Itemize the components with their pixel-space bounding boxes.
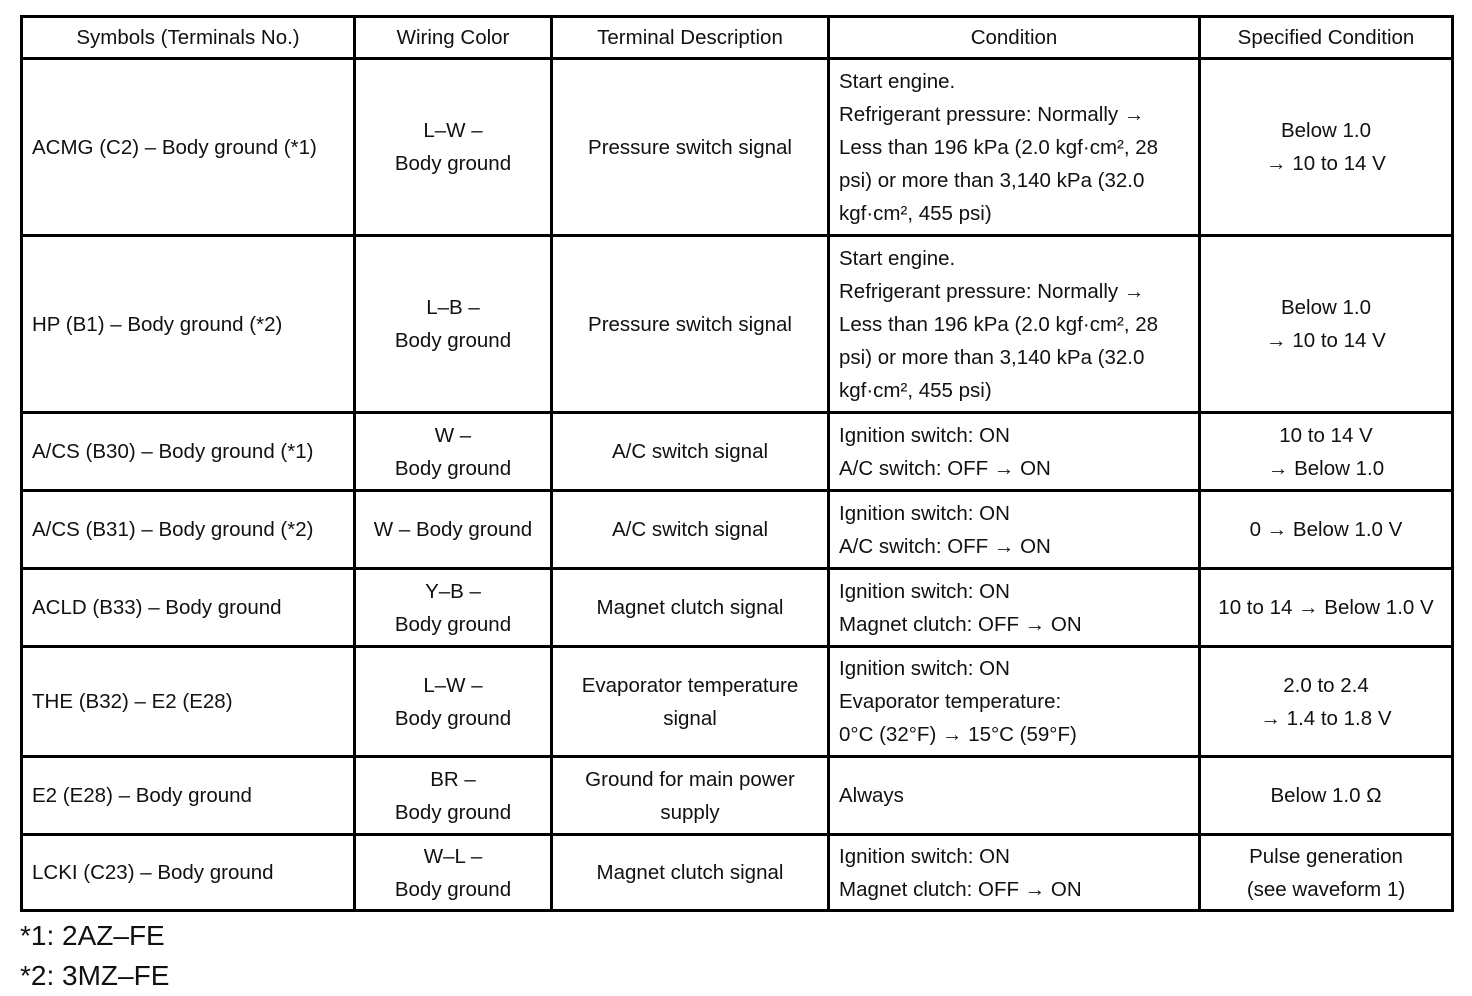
description-cell: Magnet clutch signal: [552, 569, 829, 647]
condition-cell: [829, 236, 1200, 413]
description-text: Ground for main power supply: [585, 767, 795, 824]
wiring-line: Body ground: [394, 612, 512, 636]
condition-line: Start engine.: [839, 246, 956, 270]
specified-line: 10 to 14 V: [1279, 423, 1373, 447]
symbol-cell: LCKI (C23) – Body ground: [22, 835, 355, 911]
condition-cell: [829, 59, 1200, 236]
specified-line: → 10 to 14 V: [1266, 329, 1386, 352]
wiring-line: Body ground: [394, 800, 512, 824]
table-row: [22, 757, 1453, 835]
terminal-table-container: [20, 15, 1454, 912]
condition-line: kgf·cm², 455 psi): [839, 201, 992, 225]
specified-cell: [1200, 413, 1453, 491]
wiring-line: Body ground: [394, 152, 512, 175]
condition-line: psi) or more than 3,140 kPa (32.0: [839, 168, 1145, 192]
wiring-line: W–L –: [423, 844, 483, 868]
table-row: [22, 835, 1453, 911]
wiring-line: Body ground: [394, 329, 512, 352]
specified-cell: [1200, 491, 1453, 569]
condition-line: Magnet clutch: OFF → ON: [839, 612, 1082, 636]
table-row: [22, 236, 1453, 413]
specified-line: → 10 to 14 V: [1266, 152, 1386, 175]
header-symbols: Symbols (Terminals No.): [22, 17, 355, 59]
table-row: [22, 491, 1453, 569]
condition-line: Ignition switch: ON: [839, 844, 1010, 868]
condition-cell: [829, 647, 1200, 757]
wiring-cell: [355, 413, 552, 491]
symbol-cell: E2 (E28) – Body ground: [22, 757, 355, 835]
condition-cell: [829, 413, 1200, 491]
specified-cell: [1200, 59, 1453, 236]
wiring-cell: [355, 59, 552, 236]
specified-line: 0 → Below 1.0 V: [1249, 518, 1403, 541]
terminal-table: [20, 15, 1454, 912]
wiring-cell: [355, 647, 552, 757]
specified-line: Pulse generation: [1249, 844, 1403, 868]
wiring-line: Body ground: [394, 706, 512, 730]
wiring-line: W –: [434, 423, 472, 447]
condition-line: Refrigerant pressure: Normally →: [839, 279, 1145, 303]
condition-line: Refrigerant pressure: Normally →: [839, 102, 1145, 126]
wiring-line: L–B –: [426, 296, 480, 319]
header-specified-condition: Specified Condition: [1200, 17, 1453, 59]
condition-line: kgf·cm², 455 psi): [839, 378, 992, 402]
condition-line: Evaporator temperature:: [839, 690, 1062, 713]
specified-cell: [1200, 647, 1453, 757]
condition-line: Ignition switch: ON: [839, 501, 1010, 525]
condition-cell: [829, 569, 1200, 647]
specified-line: 10 to 14 → Below 1.0 V: [1218, 596, 1434, 619]
header-condition: Condition: [829, 17, 1200, 59]
condition-line: Start engine.: [839, 69, 956, 93]
header-terminal-description: Terminal Description: [552, 17, 829, 59]
description-cell: A/C switch signal: [552, 413, 829, 491]
condition-line: A/C switch: OFF → ON: [839, 534, 1051, 558]
specified-line: (see waveform 1): [1246, 877, 1406, 901]
wiring-cell: [355, 236, 552, 413]
specified-line: 2.0 to 2.4: [1283, 673, 1369, 697]
symbol-cell: ACMG (C2) – Body ground (*1): [22, 59, 355, 236]
specified-cell: [1200, 569, 1453, 647]
condition-cell: [829, 491, 1200, 569]
condition-line: 0°C (32°F) → 15°C (59°F): [839, 723, 1077, 746]
description-cell: Pressure switch signal: [552, 59, 829, 236]
table-row: [22, 647, 1453, 757]
wiring-line: W – Body ground: [373, 518, 533, 541]
wiring-cell: [355, 491, 552, 569]
condition-line: Ignition switch: ON: [839, 657, 1010, 680]
description-text: Evaporator temperature signal: [581, 673, 799, 730]
description-cell: [552, 757, 829, 835]
footnotes: [20, 916, 169, 996]
condition-line: Ignition switch: ON: [839, 579, 1010, 603]
specified-line: Below 1.0 Ω: [1270, 784, 1382, 807]
wiring-line: L–W –: [423, 673, 483, 697]
wiring-line: BR –: [430, 767, 476, 791]
symbol-cell: A/CS (B31) – Body ground (*2): [22, 491, 355, 569]
specified-cell: [1200, 835, 1453, 911]
wiring-line: Body ground: [394, 456, 512, 480]
specified-line: Below 1.0: [1280, 296, 1372, 319]
specified-cell: [1200, 757, 1453, 835]
wiring-line: L–W –: [423, 119, 483, 142]
table-header-row: [22, 17, 1453, 59]
footnote: *1: 2AZ–FE: [20, 920, 165, 951]
description-cell: Pressure switch signal: [552, 236, 829, 413]
specified-cell: [1200, 236, 1453, 413]
wiring-cell: [355, 569, 552, 647]
condition-line: Ignition switch: ON: [839, 423, 1010, 447]
specified-line: → Below 1.0: [1267, 456, 1385, 480]
condition-cell: [829, 835, 1200, 911]
condition-cell: [829, 757, 1200, 835]
description-cell: Magnet clutch signal: [552, 835, 829, 911]
description-cell: A/C switch signal: [552, 491, 829, 569]
header-wiring-color: Wiring Color: [355, 17, 552, 59]
condition-line: Less than 196 kPa (2.0 kgf·cm², 28: [839, 135, 1159, 159]
symbol-cell: THE (B32) – E2 (E28): [22, 647, 355, 757]
table-row: [22, 413, 1453, 491]
table-row: [22, 59, 1453, 236]
table-row: [22, 569, 1453, 647]
condition-line: Magnet clutch: OFF → ON: [839, 877, 1082, 901]
specified-line: → 1.4 to 1.8 V: [1260, 706, 1392, 730]
symbol-cell: A/CS (B30) – Body ground (*1): [22, 413, 355, 491]
condition-line: Always: [839, 784, 904, 807]
wiring-cell: [355, 757, 552, 835]
wiring-line: Y–B –: [425, 579, 481, 603]
description-cell: [552, 647, 829, 757]
symbol-cell: ACLD (B33) – Body ground: [22, 569, 355, 647]
symbol-cell: HP (B1) – Body ground (*2): [22, 236, 355, 413]
specified-line: Below 1.0: [1280, 119, 1372, 142]
condition-line: psi) or more than 3,140 kPa (32.0: [839, 345, 1145, 369]
wiring-cell: [355, 835, 552, 911]
condition-line: Less than 196 kPa (2.0 kgf·cm², 28: [839, 312, 1159, 336]
condition-line: A/C switch: OFF → ON: [839, 456, 1051, 480]
footnote: *2: 3MZ–FE: [20, 960, 170, 991]
wiring-line: Body ground: [394, 877, 512, 901]
